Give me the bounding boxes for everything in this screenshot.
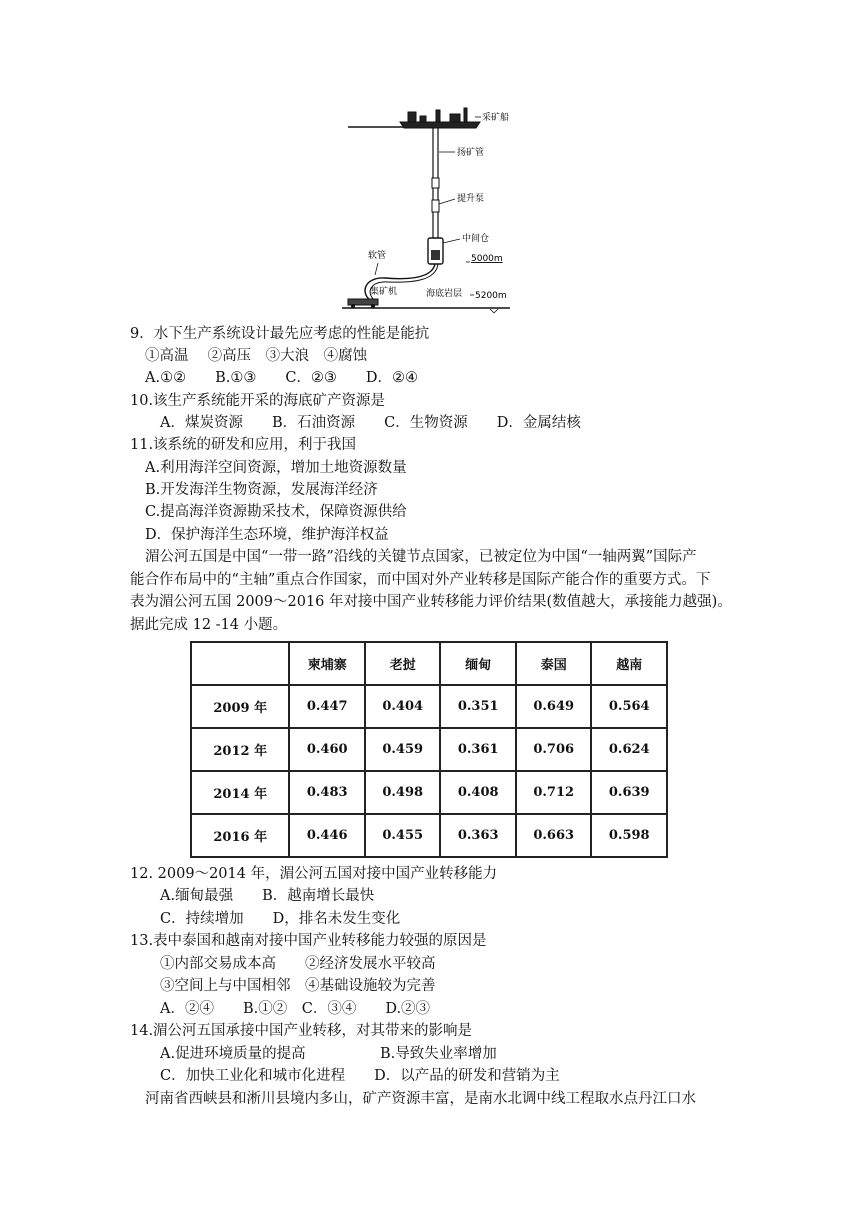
table-cell: 0.564	[591, 685, 667, 728]
q11-option-c: C.提高海洋资源勘采技术，保障资源供给	[145, 504, 407, 520]
q14-option-a: A.促进环境质量的提高	[160, 1046, 306, 1062]
q13-choices: A．②④ B.①② C．③④ D.②③	[160, 1001, 431, 1017]
passage-line-2: 能合作布局中的“主轴”重点合作国家，而中国对外产业转移是国际产能合作的重要方式。下	[130, 572, 711, 588]
label-collector: 集矿机	[370, 287, 398, 297]
table-cell: 0.361	[440, 728, 516, 771]
table-header-cell	[191, 642, 289, 685]
table-cell: 0.649	[516, 685, 592, 728]
table-row	[191, 728, 667, 771]
table-cell: 0.351	[440, 685, 516, 728]
buffer-tank	[428, 238, 443, 264]
q14-option-b: B.导致失业率增加	[380, 1046, 497, 1062]
label-pump: 提升泵	[457, 194, 485, 204]
q9-choices: A.①② B.①③ C．②③ D．②④	[145, 370, 419, 386]
table-cell: 2012 年	[191, 728, 289, 771]
table-cell: 0.460	[289, 728, 365, 771]
next-passage-line: 河南省西峡县和淅川县境内多山，矿产资源丰富，是南水北调中线工程取水点丹江口水	[145, 1091, 696, 1107]
mining-ship	[400, 108, 480, 128]
table-cell: 0.446	[289, 814, 365, 857]
label-depth-5200: 5200m	[475, 291, 507, 301]
mining-system-diagram	[340, 100, 520, 315]
passage-line-3: 表为湄公河五国 2009～2016 年对接中国产业转移能力评价结果(数值越大，承接能力越强)。	[130, 594, 732, 610]
table-header-cell: 越南	[591, 642, 667, 685]
table-header-cell: 泰国	[516, 642, 592, 685]
q9-options-list: ①高温 ②高压 ③大浪 ④腐蚀	[145, 348, 368, 364]
table-row	[191, 771, 667, 814]
table-cell: 0.363	[440, 814, 516, 857]
collector-vehicle	[348, 299, 378, 308]
table-cell: 0.639	[591, 771, 667, 814]
table-header-cell: 老挝	[365, 642, 441, 685]
q9-stem: 9．水下生产系统设计最先应考虑的性能是能抗	[130, 326, 430, 342]
table-header-cell: 缅甸	[440, 642, 516, 685]
label-seabed: 海底岩层	[426, 289, 463, 299]
table-header-cell: 柬埔寨	[289, 642, 365, 685]
table-cell: 2014 年	[191, 771, 289, 814]
label-buffer: 中间仓	[462, 234, 490, 244]
q13-options-2: ③空间上与中国相邻 ④基础设施较为完善	[160, 978, 436, 994]
table-cell: 2009 年	[191, 685, 289, 728]
label-riser: 扬矿管	[457, 148, 485, 158]
table-cell: 0.455	[365, 814, 441, 857]
table-cell: 0.459	[365, 728, 441, 771]
q11-option-b: B.开发海洋生物资源，发展海洋经济	[145, 482, 378, 498]
q11-option-a: A.利用海洋空间资源，增加土地资源数量	[145, 460, 407, 476]
q11-option-d: D．保护海洋生态环境，维护海洋权益	[145, 527, 389, 543]
table-cell: 0.483	[289, 771, 365, 814]
table-cell: 0.663	[516, 814, 592, 857]
q13-stem: 13.表中泰国和越南对接中国产业转移能力较强的原因是	[130, 933, 487, 949]
q10-stem: 10.该生产系统能开采的海底矿产资源是	[130, 393, 386, 409]
table-cell: 0.404	[365, 685, 441, 728]
q12-choices-ab: A.缅甸最强 B．越南增长最快	[160, 888, 375, 904]
table-cell: 0.498	[365, 771, 441, 814]
q12-choices-cd: C．持续增加 D，排名未发生变化	[160, 911, 401, 927]
q14-choices-cd: C．加快工业化和城市化进程 D．以产品的研发和营销为主	[160, 1068, 560, 1084]
table-row	[191, 685, 667, 728]
q11-stem: 11.该系统的研发和应用，利于我国	[130, 437, 357, 453]
label-depth-5000: 5000m	[471, 254, 503, 264]
q14-stem: 14.湄公河五国承接中国产业转移，对其带来的影响是	[130, 1023, 473, 1039]
capacity-table	[190, 641, 668, 858]
q13-options-1: ①内部交易成本高 ②经济发展水平较高	[160, 956, 436, 972]
table-cell: 0.624	[591, 728, 667, 771]
q10-choices: A．煤炭资源 B．石油资源 C．生物资源 D．金属结核	[160, 415, 581, 431]
table-cell: 0.598	[591, 814, 667, 857]
table-cell: 2016 年	[191, 814, 289, 857]
passage-line-4: 据此完成 12 -14 小题。	[130, 617, 288, 633]
label-hose: 软管	[368, 251, 387, 261]
table-cell: 0.447	[289, 685, 365, 728]
table-cell: 0.408	[440, 771, 516, 814]
table-header-row	[191, 642, 667, 685]
table-cell: 0.706	[516, 728, 592, 771]
label-ship: 采矿船	[482, 113, 510, 123]
q12-stem: 12. 2009～2014 年，湄公河五国对接中国产业转移能力	[130, 866, 498, 882]
table-row	[191, 814, 667, 857]
passage-line-1: 湄公河五国是中国“一带一路”沿线的关键节点国家，已被定位为中国“一轴两翼”国际产	[145, 549, 697, 565]
table-cell: 0.712	[516, 771, 592, 814]
